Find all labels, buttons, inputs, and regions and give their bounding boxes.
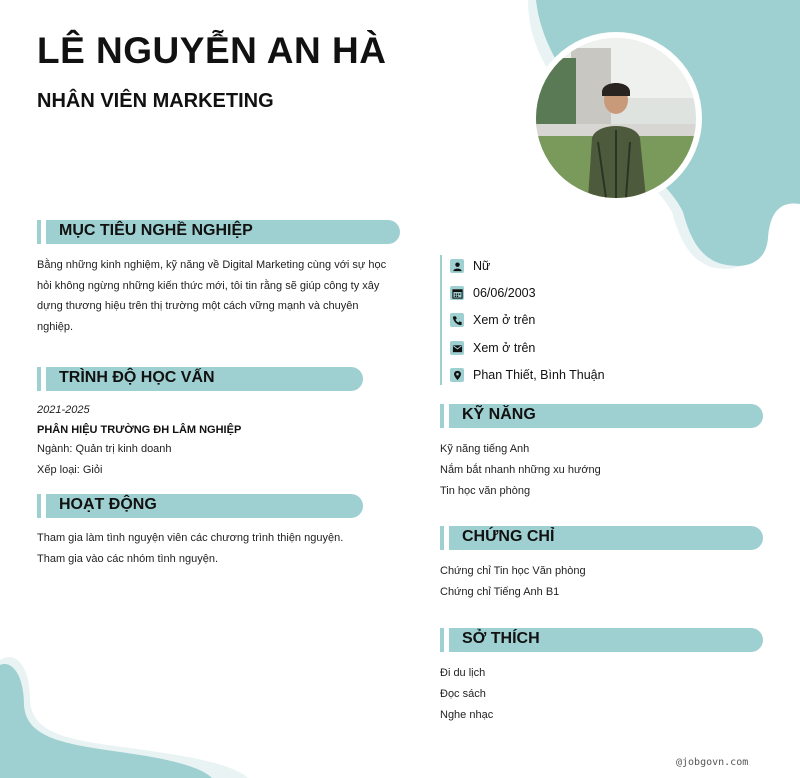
objective-line: hỏi không ngừng những kiến thức mới, tôi tin rằng sẽ giúp công ty xây [37, 279, 380, 292]
activity-line: Tham gia vào các nhóm tình nguyện. [37, 552, 218, 565]
skill-item: Kỹ năng tiếng Anh [440, 443, 530, 455]
contact-value: Xem ở trên [473, 341, 536, 355]
section-title: SỞ THÍCH [462, 630, 540, 647]
contact-gender [450, 257, 490, 275]
contact-value: Xem ở trên [473, 313, 536, 327]
objective-line: dựng thương hiệu trên thị trường một cách vững mạnh và chuyên [37, 300, 359, 312]
section-hobbies-header [440, 628, 763, 652]
skill-item: Tin học văn phòng [440, 485, 531, 497]
mail-icon [450, 341, 464, 355]
contact-value: 06/06/2003 [473, 286, 536, 300]
objective-text [37, 255, 386, 337]
hobby-item: Đi du lịch [440, 667, 486, 679]
section-title: HOẠT ĐỘNG [59, 496, 157, 513]
candidate-name: LÊ NGUYỄN AN HÀ [37, 30, 387, 71]
skill-item: Nắm bắt nhanh những xu hướng [440, 464, 601, 476]
section-title: TRÌNH ĐỘ HỌC VẤN [59, 369, 215, 386]
education-grade: Xếp loại: Giỏi [37, 464, 103, 476]
education-major: Ngành: Quản trị kinh doanh [37, 443, 172, 455]
education-years: 2021-2025 [37, 404, 90, 416]
job-title: NHÂN VIÊN MARKETING [37, 90, 274, 112]
location-pin-icon [450, 368, 464, 382]
section-title: KỸ NĂNG [462, 406, 536, 423]
section-activities-header [37, 494, 363, 518]
calendar-icon [450, 286, 464, 300]
activity-line: Tham gia làm tình nguyện viên các chương trình thiện nguyện. [37, 532, 344, 544]
section-education-header [37, 367, 363, 391]
hobby-item: Đọc sách [440, 688, 486, 700]
contact-value: Phan Thiết, Bình Thuận [473, 368, 605, 382]
contact-email [450, 339, 535, 357]
certificate-item: Chứng chỉ Tiếng Anh B1 [440, 586, 560, 598]
section-skills-header [440, 404, 763, 428]
activities-text [37, 528, 343, 569]
hobby-item: Nghe nhạc [440, 709, 494, 721]
contact-value: Nữ [473, 259, 491, 273]
profile-photo [530, 32, 702, 204]
contact-birthday [450, 284, 536, 302]
section-certificates-header [440, 526, 763, 550]
contact-address [450, 366, 605, 384]
section-title: CHỨNG CHỈ [462, 528, 555, 545]
education-school: PHÂN HIỆU TRƯỜNG ĐH LÂM NGHIỆP [37, 424, 242, 436]
contact-phone [450, 311, 535, 329]
certificate-item: Chứng chỉ Tin học Văn phòng [440, 565, 586, 577]
person-icon [450, 259, 464, 273]
objective-line: Bằng những kinh nghiệm, kỹ năng về Digital Marketing cùng với sự học [37, 259, 387, 271]
footer-watermark: @jobgovn.com [676, 757, 749, 768]
objective-line: nghiệp. [37, 320, 74, 333]
section-objective-header [37, 220, 400, 244]
phone-icon [450, 313, 464, 327]
contact-divider [440, 255, 442, 385]
section-title: MỤC TIÊU NGHỀ NGHIỆP [59, 222, 253, 239]
